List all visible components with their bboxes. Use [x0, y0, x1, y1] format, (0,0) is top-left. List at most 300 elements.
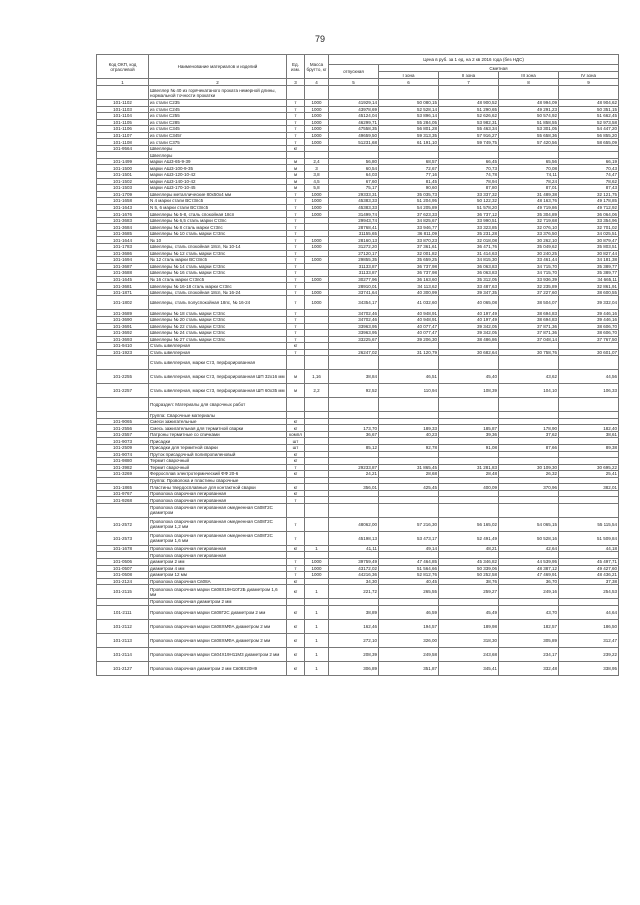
unit-cell: кг: [287, 458, 305, 465]
price-zone1-cell: 37 623,33: [379, 211, 439, 218]
name-cell: N 5, 6 марки стали ВСт3пс5: [149, 204, 287, 211]
unit-cell: т: [287, 230, 305, 237]
table-row: [97, 370, 619, 384]
price-zone3-cell: 249,16: [499, 585, 559, 599]
name-cell: Швеллеры, сталь спокойная 18сп, № 10-14: [149, 244, 287, 251]
mass-cell: 1000: [305, 237, 329, 244]
code-cell: 101-3687: [97, 263, 149, 270]
name-cell: Проволока сварочная марки Св08Г2С диаметром 2 мм: [149, 605, 287, 619]
price-release-cell: 306,89: [329, 661, 379, 675]
price-zone3-cell: 35 049,62: [499, 244, 559, 251]
price-release-cell: 47558,35: [329, 126, 379, 133]
index-4: 4: [305, 79, 329, 86]
price-release-cell: 33963,95: [329, 323, 379, 330]
price-zone3-cell: 43,62: [499, 370, 559, 384]
price-zone4-cell: 34 181,38: [559, 257, 619, 264]
mass-cell: 1: [305, 633, 329, 647]
name-cell: N 4 марки стали ВСт3пс5: [149, 198, 287, 205]
name-cell: Швеллеры № 16-18 сталь марки Ст3пс: [149, 283, 287, 290]
price-zone4-cell: 30 601,07: [559, 349, 619, 356]
table-row: [97, 283, 619, 290]
price-zone3-cell: 32 719,68: [499, 217, 559, 224]
price-zone1-cell: 249,58: [379, 647, 439, 661]
price-zone3-cell: 48 163,76: [499, 198, 559, 205]
price-zone2-cell: 70,73: [439, 165, 499, 172]
index-2: 2: [149, 79, 287, 86]
table-row: [97, 198, 619, 205]
price-release-cell: 38,84: [329, 370, 379, 384]
price-zone1-cell: 40 077,47: [379, 330, 439, 337]
price-release-cell: 60,54: [329, 165, 379, 172]
table-row: [97, 289, 619, 296]
price-zone4-cell: 44,18: [559, 545, 619, 552]
price-zone3-cell: 87,66: [499, 444, 559, 451]
price-zone3-cell: 26,32: [499, 471, 559, 478]
code-cell: [97, 356, 149, 370]
price-zone1-cell: 77,16: [379, 172, 439, 179]
name-cell: Швеллеры № 6,5 сталь марки Ст3пс: [149, 217, 287, 224]
price-zone2-cell: 39 342,05: [439, 330, 499, 337]
price-zone3-cell: [499, 503, 559, 517]
price-zone2-cell: 38,76: [439, 578, 499, 585]
mass-cell: 1000: [305, 289, 329, 296]
price-zone2-cell: 31 414,63: [439, 250, 499, 257]
price-zone1-cell: 32 001,82: [379, 250, 439, 257]
code-cell: 101-2127: [97, 661, 149, 675]
unit-cell: кг: [287, 605, 305, 619]
price-zone4-cell: 33 354,96: [559, 217, 619, 224]
price-release-cell: 92,52: [329, 384, 379, 398]
mass-cell: 4,5: [305, 178, 329, 185]
price-zone1-cell: 49,14: [379, 545, 439, 552]
price-zone4-cell: 312,47: [559, 633, 619, 647]
code-cell: 101-2573: [97, 531, 149, 545]
price-zone1-cell: 92,78: [379, 444, 439, 451]
price-zone1-cell: 53 473,17: [379, 531, 439, 545]
price-zone3-cell: 48 994,09: [499, 100, 559, 107]
unit-cell: [287, 398, 305, 412]
price-zone3-cell: 54 065,15: [499, 517, 559, 531]
price-release-cell: 29855,35: [329, 257, 379, 264]
unit-cell: т: [287, 198, 305, 205]
price-release-cell: 44216,36: [329, 572, 379, 579]
code-cell: 101-2556: [97, 425, 149, 432]
price-zone3-cell: 37,62: [499, 431, 559, 438]
price-zone3-cell: 37 227,60: [499, 289, 559, 296]
mass-cell: 1000: [305, 565, 329, 572]
name-cell: Группа: Сварочные материалы: [149, 412, 287, 419]
name-cell: Швеллеры № 16 сталь марки Ст3пс: [149, 270, 287, 277]
code-cell: 101-1105: [97, 119, 149, 126]
price-zone1-cell: 425,45: [379, 484, 439, 491]
table-row: [97, 126, 619, 133]
price-zone3-cell: 370,96: [499, 484, 559, 491]
mass-cell: 1000: [305, 191, 329, 198]
name-cell: марки АШ3-100-9-35: [149, 165, 287, 172]
table-row: [97, 113, 619, 120]
table-row: [97, 349, 619, 356]
price-release-cell: 45383,33: [329, 204, 379, 211]
mass-cell: [305, 86, 329, 100]
price-zone2-cell: 36 063,83: [439, 270, 499, 277]
name-cell: диаметром 2 мм: [149, 558, 287, 565]
unit-cell: т: [287, 244, 305, 251]
price-zone4-cell: 382,01: [559, 484, 619, 491]
mass-cell: 1: [305, 619, 329, 633]
unit-cell: т: [287, 289, 305, 296]
unit-cell: [287, 356, 305, 370]
price-zone3-cell: 34 715,70: [499, 263, 559, 270]
price-zone1-cell: 81,45: [379, 178, 439, 185]
unit-cell: т: [287, 572, 305, 579]
name-cell: Смесь зажигательная для термитной сварки: [149, 425, 287, 432]
mass-cell: 1: [305, 585, 329, 599]
price-zone3-cell: [499, 86, 559, 100]
price-zone3-cell: 30 758,76: [499, 349, 559, 356]
price-zone4-cell: 56 855,20: [559, 132, 619, 139]
price-zone3-cell: 234,17: [499, 647, 559, 661]
code-cell: 101-2115: [97, 585, 149, 599]
name-cell: Проволока сварочная легированная: [149, 490, 287, 497]
unit-cell: т: [287, 517, 305, 531]
price-release-cell: [329, 503, 379, 517]
unit-cell: т: [287, 323, 305, 330]
price-zone3-cell: 30 262,10: [499, 237, 559, 244]
price-zone3-cell: 104,10: [499, 384, 559, 398]
code-cell: 101-2113: [97, 633, 149, 647]
price-release-cell: 30277,96: [329, 276, 379, 283]
code-cell: 101-2111: [97, 605, 149, 619]
price-zone2-cell: 36 471,76: [439, 244, 499, 251]
price-zone4-cell: 78,62: [559, 178, 619, 185]
price-release-cell: 41929,14: [329, 100, 379, 107]
price-release-cell: 31272,20: [329, 244, 379, 251]
price-zone1-cell: 35 035,73: [379, 191, 439, 198]
code-cell: 101-1871: [97, 289, 149, 296]
unit-cell: т: [287, 349, 305, 356]
price-release-cell: 33741,64: [329, 289, 379, 296]
price-zone2-cell: 56 165,02: [439, 517, 499, 531]
price-zone2-cell: 52 491,49: [439, 531, 499, 545]
price-zone3-cell: 32 076,10: [499, 224, 559, 231]
table-row: [97, 336, 619, 343]
code-cell: 101-9767: [97, 490, 149, 497]
price-release-cell: 34354,17: [329, 296, 379, 310]
unit-cell: [287, 86, 305, 100]
unit-cell: т: [287, 310, 305, 317]
table-row: [97, 257, 619, 264]
price-release-cell: 221,72: [329, 585, 379, 599]
code-cell: 101-1676: [97, 211, 149, 218]
mass-cell: 1000: [305, 204, 329, 211]
price-zone1-cell: 57 216,30: [379, 517, 439, 531]
price-zone4-cell: 30 827,44: [559, 250, 619, 257]
name-cell: Швеллеры № 22 сталь марки Ст3пс: [149, 323, 287, 330]
price-zone4-cell: 182,40: [559, 425, 619, 432]
unit-cell: т: [287, 224, 305, 231]
price-zone3-cell: 37 048,14: [499, 336, 559, 343]
price-zone4-cell: 36 064,06: [559, 211, 619, 218]
price-zone1-cell: 51 204,95: [379, 198, 439, 205]
name-cell: Проволока сварочная легированная: [149, 552, 287, 559]
price-zone4-cell: [559, 398, 619, 412]
name-cell: Проволока сварочная марки Св04Х19Н11М3 диаметром 2 мм: [149, 647, 287, 661]
price-zone2-cell: 39 347,35: [439, 289, 499, 296]
price-zone2-cell: [439, 503, 499, 517]
price-zone1-cell: [379, 356, 439, 370]
code-cell: 101-1694: [97, 257, 149, 264]
code-cell: 101-3681: [97, 283, 149, 290]
price-release-cell: 31133,87: [329, 270, 379, 277]
name-cell: Швеллеры № 12 сталь марки Ст3пс: [149, 250, 287, 257]
name-cell: диаметром 4 мм: [149, 565, 287, 572]
table-row: [97, 517, 619, 531]
unit-cell: кг: [287, 619, 305, 633]
unit-cell: т: [287, 106, 305, 113]
price-zone3-cell: 42,64: [499, 545, 559, 552]
price-zone4-cell: 35 389,77: [559, 263, 619, 270]
price-release-cell: 31155,65: [329, 230, 379, 237]
unit-cell: кг: [287, 585, 305, 599]
price-zone3-cell: 36,70: [499, 578, 559, 585]
code-cell: 101-9564: [97, 145, 149, 152]
code-cell: 101-3269: [97, 471, 149, 478]
name-cell: из стали С245: [149, 106, 287, 113]
mass-cell: [305, 517, 329, 531]
price-zone2-cell: 55 463,34: [439, 126, 499, 133]
table-row: [97, 244, 619, 251]
mass-cell: 1000: [305, 244, 329, 251]
code-cell: 101-1499: [97, 158, 149, 165]
unit-cell: т: [287, 283, 305, 290]
price-release-cell: 33963,95: [329, 330, 379, 337]
price-zone2-cell: 32 018,08: [439, 237, 499, 244]
unit-cell: кг: [287, 661, 305, 675]
price-zone1-cell: [379, 398, 439, 412]
price-zone3-cell: 37 871,36: [499, 330, 559, 337]
code-cell: 101-9880: [97, 458, 149, 465]
price-zone2-cell: 400,09: [439, 484, 499, 491]
price-zone4-cell: 54 447,20: [559, 126, 619, 133]
mass-cell: 1000: [305, 276, 329, 283]
unit-cell: кг: [287, 418, 305, 425]
price-zone4-cell: 186,50: [559, 619, 619, 633]
name-cell: Швеллеры металлические 80х50х4 мм: [149, 191, 287, 198]
price-release-cell: 26247,02: [329, 349, 379, 356]
name-cell: Проволока сварочная марки Св08Х19Н10Г2Б диаметром 1,6 мм: [149, 585, 287, 599]
name-cell: Проволока сварочная легированная омедненная Св08Г2С диаметром 1,6 мм: [149, 531, 287, 545]
price-zone1-cell: 39 206,30: [379, 336, 439, 343]
name-cell: Проволока сварочная марки Св08ХМФА диаметром 2 мм: [149, 633, 287, 647]
price-zone3-cell: 43,70: [499, 605, 559, 619]
code-cell: 101-1500: [97, 165, 149, 172]
price-zone3-cell: 33 376,50: [499, 230, 559, 237]
price-zone1-cell: 53 896,14: [379, 113, 439, 120]
price-zone3-cell: 51 858,55: [499, 119, 559, 126]
price-zone1-cell: 41 032,60: [379, 296, 439, 310]
price-release-cell: 34702,46: [329, 316, 379, 323]
price-zone4-cell: 55 115,54: [559, 517, 619, 531]
price-zone1-cell: 50 080,15: [379, 100, 439, 107]
price-zone4-cell: 58 655,09: [559, 139, 619, 146]
price-release-cell: 29233,87: [329, 464, 379, 471]
price-zone2-cell: 91,08: [439, 444, 499, 451]
price-zone4-cell: 51 662,45: [559, 113, 619, 120]
unit-cell: м: [287, 384, 305, 398]
header-estimate: Сметная: [379, 65, 619, 72]
price-zone2-cell: 259,27: [439, 585, 499, 599]
price-zone4-cell: 48 436,21: [559, 572, 619, 579]
price-zone4-cell: 38 606,70: [559, 323, 619, 330]
price-release-cell: 29333,31: [329, 191, 379, 198]
code-cell: 101-3686: [97, 250, 149, 257]
name-cell: Швеллеры № 8 сталь марки Ст3пс: [149, 224, 287, 231]
price-zone3-cell: [499, 398, 559, 412]
code-cell: 101-1783: [97, 244, 149, 251]
price-release-cell: 27120,17: [329, 250, 379, 257]
unit-cell: т: [287, 565, 305, 572]
price-zone2-cell: 34 815,30: [439, 257, 499, 264]
price-zone3-cell: [499, 356, 559, 370]
price-zone3-cell: 87,01: [499, 185, 559, 192]
code-cell: 101-1503: [97, 185, 149, 192]
code-cell: 101-9074: [97, 451, 149, 458]
mass-cell: 1000: [305, 126, 329, 133]
price-zone1-cell: 61 191,10: [379, 139, 439, 146]
code-cell: 101-1658: [97, 198, 149, 205]
unit-cell: т: [287, 257, 305, 264]
price-zone2-cell: 40 197,49: [439, 310, 499, 317]
price-zone3-cell: 35 304,89: [499, 211, 559, 218]
price-zone1-cell: 47 464,85: [379, 558, 439, 565]
price-release-cell: 64,03: [329, 172, 379, 179]
name-cell: № 10: [149, 237, 287, 244]
price-zone2-cell: [439, 86, 499, 100]
price-zone4-cell: 87,43: [559, 185, 619, 192]
unit-cell: компл: [287, 431, 305, 438]
table-body: [97, 86, 619, 676]
price-zone3-cell: 182,57: [499, 619, 559, 633]
price-zone2-cell: [439, 398, 499, 412]
mass-cell: 1: [305, 545, 329, 552]
price-release-cell: 28768,41: [329, 224, 379, 231]
name-cell: Пластины твердосплавные для контактной сварки: [149, 484, 287, 491]
price-zone2-cell: [439, 356, 499, 370]
price-zone4-cell: 35 389,77: [559, 270, 619, 277]
price-zone1-cell: 59 313,35: [379, 132, 439, 139]
price-release-cell: 85,12: [329, 444, 379, 451]
name-cell: Присадки: [149, 438, 287, 445]
price-release-cell: 34,30: [329, 578, 379, 585]
unit-cell: кг: [287, 471, 305, 478]
unit-cell: т: [287, 204, 305, 211]
unit-cell: шт: [287, 444, 305, 451]
price-zone4-cell: 30 695,22: [559, 464, 619, 471]
price-zone1-cell: 265,55: [379, 585, 439, 599]
price-zone2-cell: 52 626,62: [439, 113, 499, 120]
price-zone3-cell: 48 387,12: [499, 565, 559, 572]
price-zone2-cell: 30 682,64: [439, 349, 499, 356]
price-release-cell: [329, 398, 379, 412]
code-cell: 101-1107: [97, 132, 149, 139]
index-9: 9: [559, 79, 619, 86]
table-row: [97, 119, 619, 126]
price-zone4-cell: 49 178,85: [559, 198, 619, 205]
code-cell: 101-1108: [97, 139, 149, 146]
price-zone3-cell: 50 574,92: [499, 113, 559, 120]
name-cell: Подраздел: Материалы для сварочных работ: [149, 398, 287, 412]
price-release-cell: 31133,87: [329, 263, 379, 270]
price-zone1-cell: 31 865,45: [379, 464, 439, 471]
unit-cell: кг: [287, 633, 305, 647]
table-row: [97, 250, 619, 257]
name-cell: Ферросплав электротермический ФФ 20-6: [149, 471, 287, 478]
header-code: Код ОКП, код отраслевой: [97, 55, 149, 79]
name-cell: Швеллеры № 24 сталь марки Ст3пс: [149, 330, 287, 337]
price-zone2-cell: 36 737,12: [439, 211, 499, 218]
name-cell: Швеллеры № 10 сталь марки Ст3пс: [149, 230, 287, 237]
price-zone4-cell: 39 446,16: [559, 316, 619, 323]
code-cell: 101-3690: [97, 316, 149, 323]
unit-cell: м: [287, 165, 305, 172]
price-release-cell: 43978,69: [329, 106, 379, 113]
price-release-cell: 38,89: [329, 605, 379, 619]
mass-cell: 1000: [305, 132, 329, 139]
price-zone1-cell: 194,57: [379, 619, 439, 633]
name-cell: Проволока сварочная диаметром 2 мм: [149, 599, 287, 606]
price-zone3-cell: 53 301,05: [499, 126, 559, 133]
name-cell: из стали С285: [149, 119, 287, 126]
price-zone3-cell: 47 469,91: [499, 572, 559, 579]
name-cell: Пруток присадочный полипропиленовый: [149, 451, 287, 458]
unit-cell: кг: [287, 490, 305, 497]
name-cell: Швеллеры № 14 сталь марки Ст3пс: [149, 263, 287, 270]
price-release-cell: 45198,13: [329, 531, 379, 545]
price-zone1-cell: 189,33: [379, 425, 439, 432]
header-zone-3: III зона: [499, 72, 559, 79]
price-zone4-cell: 34 025,51: [559, 230, 619, 237]
price-zone2-cell: 36 063,83: [439, 263, 499, 270]
price-table: [96, 54, 619, 676]
price-release-cell: 43172,02: [329, 565, 379, 572]
mass-cell: 1000: [305, 296, 329, 310]
code-cell: 101-0506: [97, 558, 149, 565]
code-cell: 101-1501: [97, 172, 149, 179]
table-row: [97, 86, 619, 100]
price-zone3-cell: 65,56: [499, 158, 559, 165]
name-cell: Проволока сварочная легированная: [149, 545, 287, 552]
name-cell: Присадки для термитной сварки: [149, 444, 287, 451]
price-zone3-cell: 50 528,16: [499, 531, 559, 545]
unit-cell: т: [287, 217, 305, 224]
code-cell: 101-1643: [97, 204, 149, 211]
mass-cell: 1000: [305, 119, 329, 126]
code-cell: 101-3684: [97, 224, 149, 231]
price-release-cell: 29943,74: [329, 217, 379, 224]
price-zone2-cell: 33 323,85: [439, 224, 499, 231]
price-zone2-cell: 28,48: [439, 471, 499, 478]
price-zone4-cell: 35 803,51: [559, 244, 619, 251]
price-zone1-cell: 72,67: [379, 165, 439, 172]
name-cell: Патроны термитные со спичками: [149, 431, 287, 438]
price-zone3-cell: 33 936,39: [499, 276, 559, 283]
table-row: [97, 323, 619, 330]
code-cell: 101-3693: [97, 336, 149, 343]
code-cell: 101-1102: [97, 100, 149, 107]
mass-cell: [305, 356, 329, 370]
unit-cell: м: [287, 370, 305, 384]
name-cell: Швеллеры № 27 сталь марки Ст3пс: [149, 336, 287, 343]
